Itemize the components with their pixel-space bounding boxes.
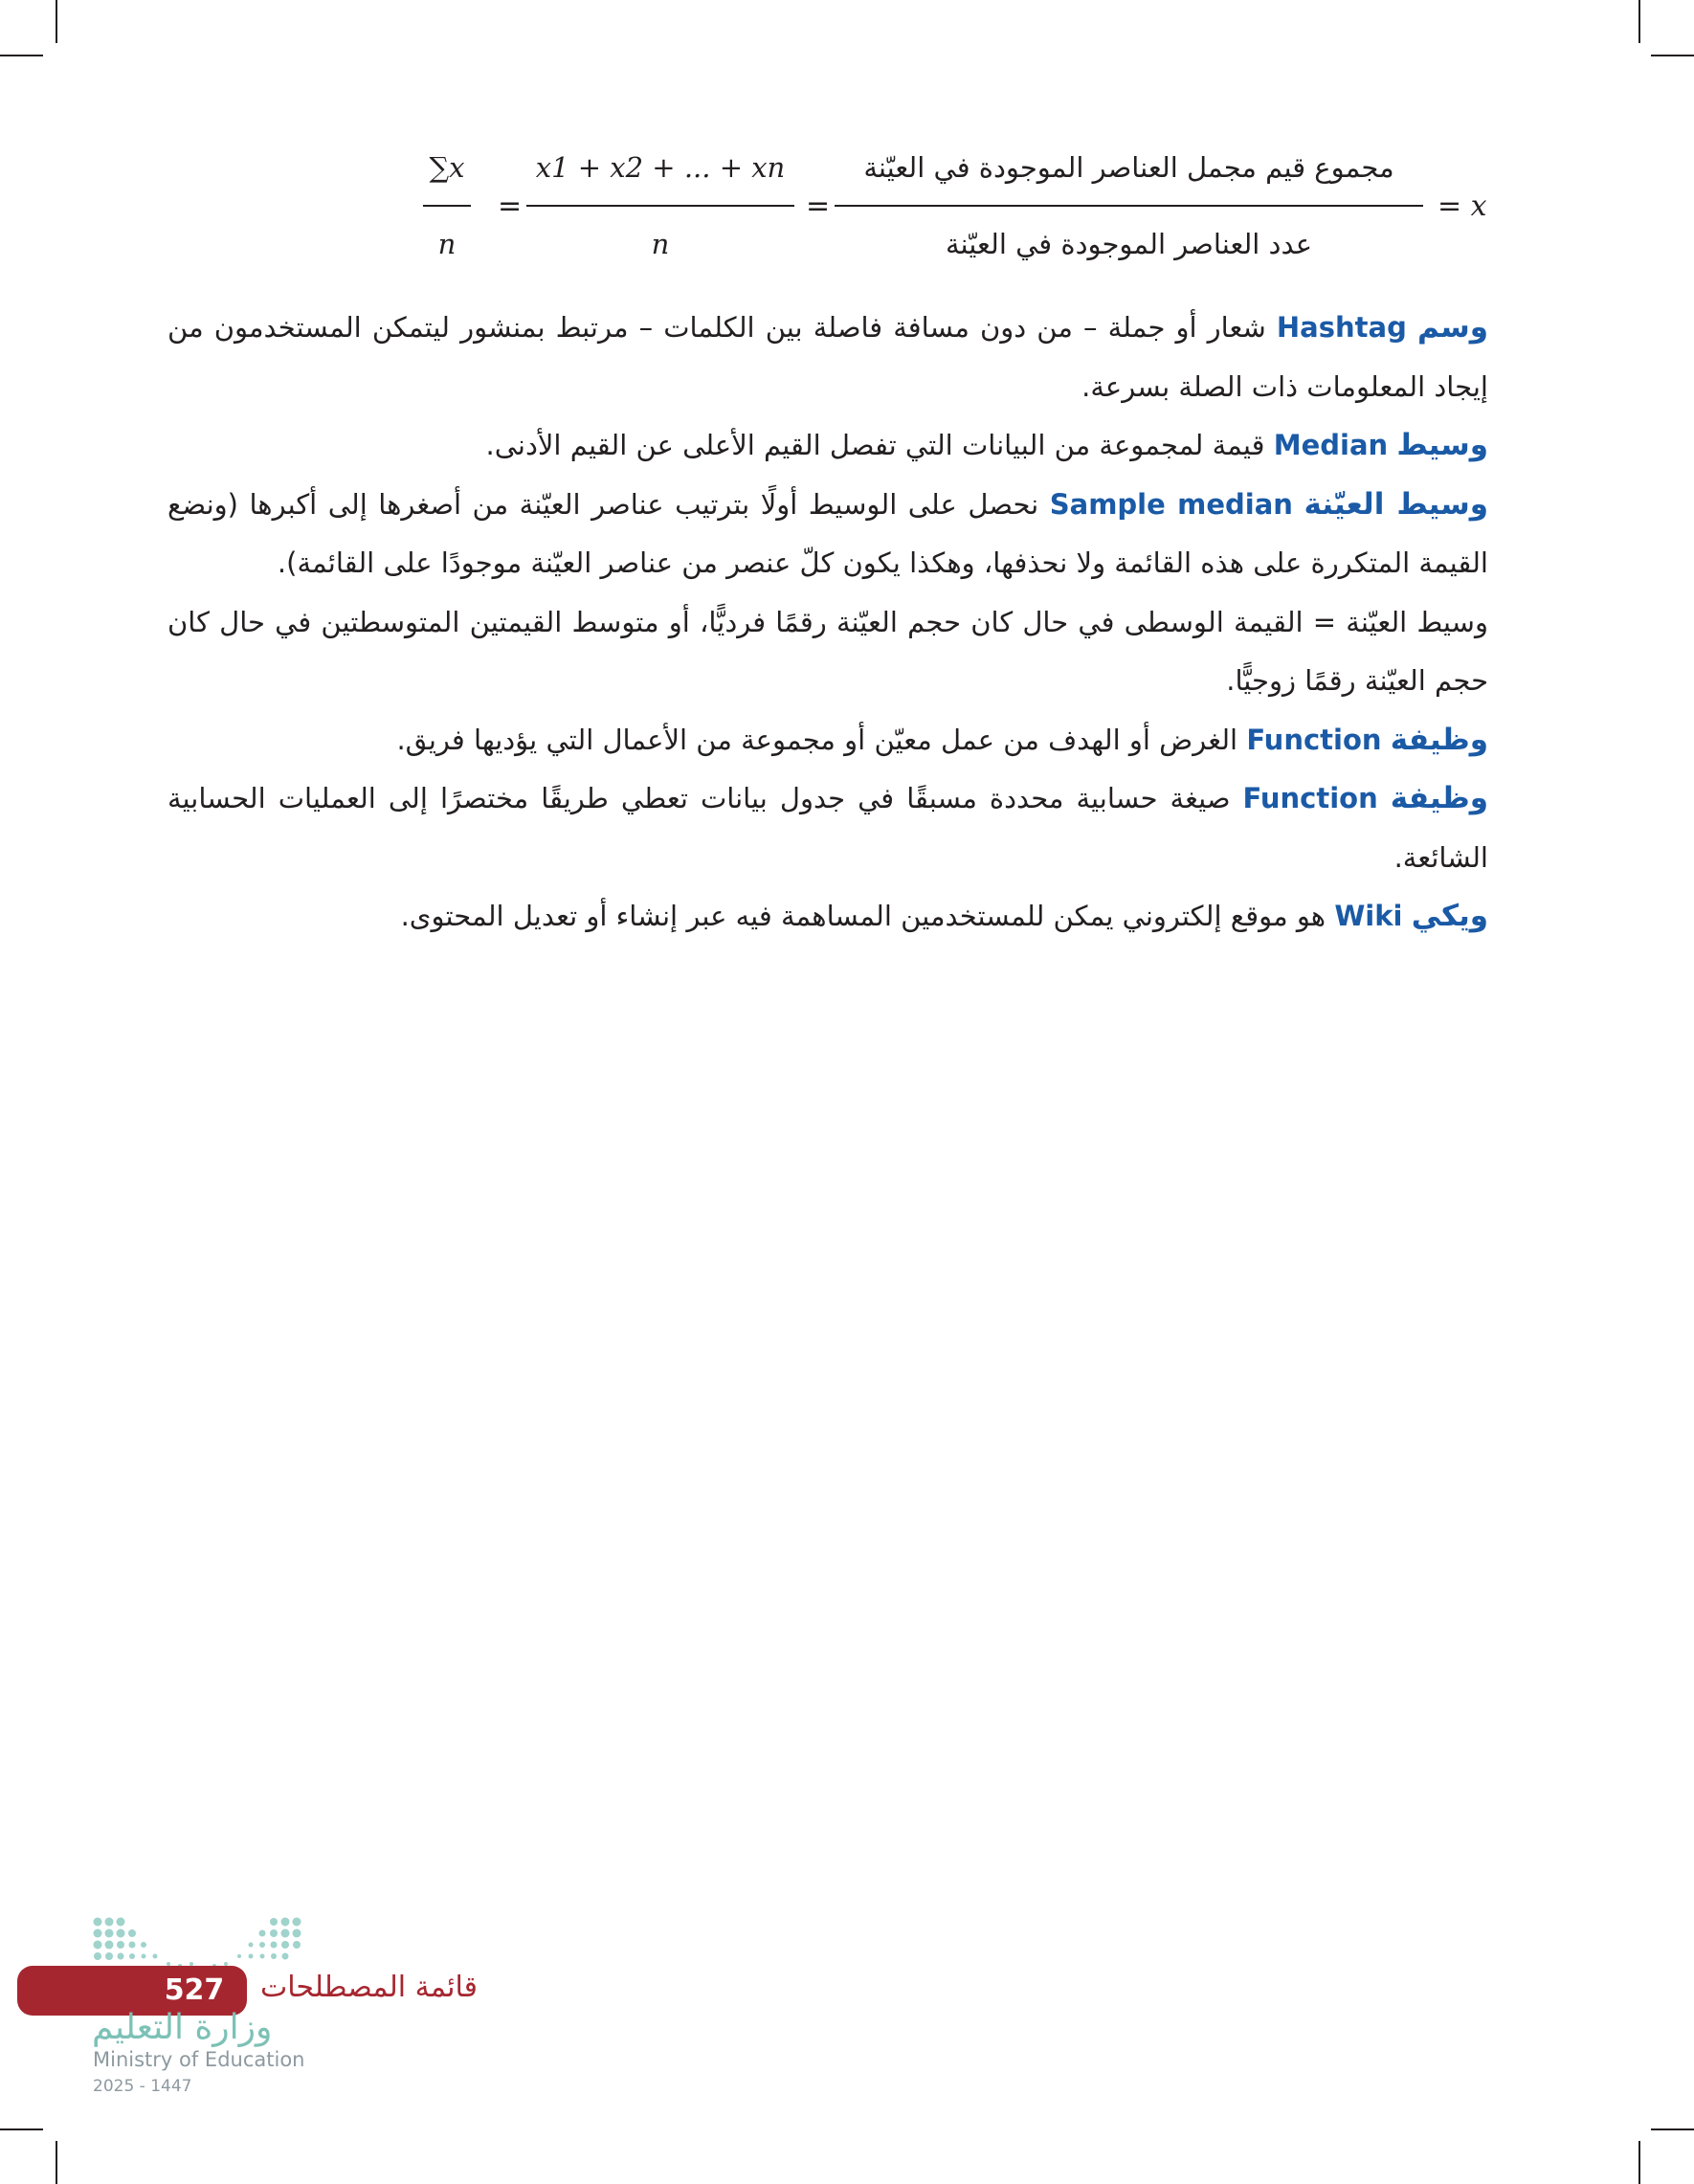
words-denominator: عدد العناصر الموجودة في العيّنة xyxy=(945,228,1313,260)
term-english: Median xyxy=(1273,429,1389,461)
crop-mark xyxy=(1638,0,1640,43)
crop-mark xyxy=(1638,2141,1640,2184)
fraction-bar xyxy=(423,205,471,207)
glossary-list xyxy=(167,299,1488,947)
sum-numerator: ∑x xyxy=(429,151,465,184)
glossary-entry-function-purpose xyxy=(167,711,1488,770)
formula-lhs: = x xyxy=(1438,189,1487,223)
term-arabic: وظيفة xyxy=(1390,722,1488,757)
words-fraction xyxy=(835,144,1423,278)
term-arabic: ويكي xyxy=(1411,899,1488,933)
fraction-bar xyxy=(835,205,1423,207)
ministry-name-arabic: وزارة التعليم xyxy=(92,2008,273,2047)
term-english: Hashtag xyxy=(1276,311,1407,344)
crop-mark xyxy=(1651,2128,1694,2130)
crop-mark xyxy=(1651,55,1694,56)
glossary-entry-median xyxy=(167,416,1488,476)
term-definition: الغرض أو الهدف من عمل معيّن أو مجموعة من الأعمال التي يؤديها فريق. xyxy=(396,723,1238,756)
term-arabic: وسيط xyxy=(1396,428,1488,462)
term-english: Wiki xyxy=(1334,900,1403,932)
words-numerator: مجموع قيم مجمل العناصر الموجودة في العيّنة xyxy=(863,151,1394,184)
term-definition: هو موقع إلكتروني يمكن للمستخدمين المساهمة فيه عبر إنشاء أو تعديل المحتوى. xyxy=(400,900,1326,932)
term-arabic: وسيط العيّنة xyxy=(1304,486,1488,522)
fraction-bar xyxy=(526,205,794,207)
term-definition: وسيط العيّنة = القيمة الوسطى في حال كان حجم العيّنة رقمًا فرديًّا، أو متوسط القيمتين المتوسطتين في حال كان حجم العيّنة رقمًا زوجيًّا. xyxy=(167,605,1488,697)
equals-sign: = xyxy=(806,189,831,223)
expanded-denominator: n xyxy=(651,228,670,260)
term-definition: شعار أو جملة – من دون مسافة فاصلة بين الكلمات – مرتبط بمنشور ليتمكن المستخدمون من إيجاد المعلومات ذات الصلة بسرعة. xyxy=(167,311,1488,403)
term-arabic: وظيفة xyxy=(1390,781,1489,815)
crop-mark xyxy=(0,2128,43,2130)
term-english: Sample median xyxy=(1049,487,1293,521)
term-arabic: وسم xyxy=(1416,310,1489,345)
crop-mark xyxy=(56,0,57,43)
term-english: Function xyxy=(1242,782,1378,814)
glossary-entry-sample-median-note xyxy=(167,593,1488,711)
glossary-entry-function-formula xyxy=(167,769,1488,887)
crop-mark xyxy=(0,55,43,56)
ministry-name-english: Ministry of Education xyxy=(93,2048,305,2071)
mean-formula xyxy=(402,144,1487,278)
glossary-entry-wiki xyxy=(167,887,1488,947)
glossary-entry-hashtag xyxy=(167,299,1488,416)
glossary-entry-sample-median xyxy=(167,476,1488,593)
equals-sign: = xyxy=(498,189,523,223)
expanded-fraction xyxy=(526,144,794,278)
term-definition: نحصل على الوسيط أولًا بترتيب عناصر العيّنة من أصغرها إلى أكبرها (ونضع القيمة المتكررة على هذه القائمة ولا نحذفها، وهكذا يكون كلّ عنصر من عناصر العيّنة موجودًا على القائمة). xyxy=(167,487,1488,579)
sum-denominator: n xyxy=(437,228,457,260)
term-english: Function xyxy=(1246,723,1382,756)
page-number: 527 xyxy=(164,1973,225,2007)
ministry-logo-dots-icon xyxy=(92,1916,302,1972)
term-definition: قيمة لمجموعة من البيانات التي تفصل القيم الأعلى عن القيم الأدنى. xyxy=(485,429,1265,461)
expanded-numerator: x1 + x2 + ... + xn xyxy=(535,151,786,184)
sum-fraction xyxy=(423,144,471,278)
ministry-year: 2025 - 1447 xyxy=(93,2077,192,2096)
term-definition: صيغة حسابية محددة مسبقًا في جدول بيانات تعطي طريقًا مختصرًا إلى العمليات الحسابية الشائعة. xyxy=(167,782,1488,874)
section-title: قائمة المصطلحات xyxy=(260,1971,478,2004)
crop-mark xyxy=(56,2141,57,2184)
